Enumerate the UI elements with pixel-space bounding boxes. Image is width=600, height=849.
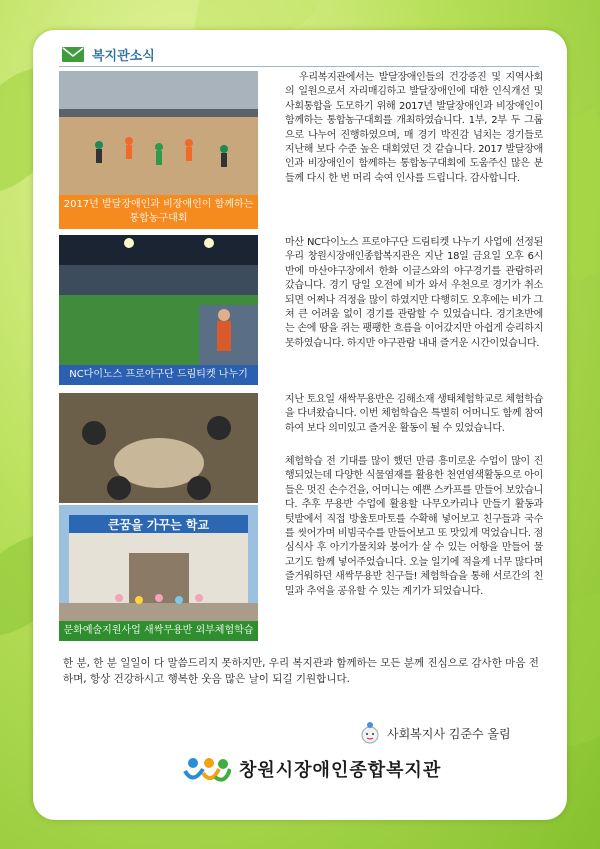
article-basketball <box>285 71 543 186</box>
article-text: 마산 NC다이노스 프로야구단 드림티켓 나누기 사업에 선정된 우리 창원시장애인종합복지관은 지난 18일 금요일 오후 6시반에 마산야구장에서 한화 이글스와의 야구경기를 관람하러 갔습니다. 경기 당일 오전에 비가 와서 우천으로 경기가 취소되면 어쩌나 걱정을 많이 하였지만 다행히도 오후에는 비가 그쳐 큰 어려움 없이 경기를 관람할 수 있었습니다. 경기초반에는 손에 땀을 쥐는 팽팽한 흐름을 이어갔지만 아쉽게 승리하지 못하였습니다. 하지만 야구관람 내내 즐거운 시간이었습니다. <box>285 237 543 349</box>
article-text: 우리복지관에서는 발달장애인들의 건강증진 및 지역사회의 일원으로서 자리매김하고 발달장애인에 대한 인식개선 및 사회통합을 도모하기 위해 2017년 발달장애인과 비장애인이 함께하는 통합농구대회를 개최하였습니다. 1부, 2부 두 그룹으로 나누어 진행하였으며, 매 경기 박진감 넘치는 경기들로 지난해 보다 수준 높은 대회였던 것 같습니다. 2017 발달장애인과 비장애인이 함께하는 통합농구대회에 도움주신 많은 분들께 다시 한 번 머리 숙여 인사를 드립니다. 감사합니다. <box>285 72 543 184</box>
section-title: 복지관소식 <box>92 48 155 64</box>
mail-icon <box>62 47 84 62</box>
article-text: 체험학습 전 기대를 많이 했던 만큼 흥미로운 수업이 많이 진행되었는데 다양한 식물염재를 활용한 천연염색활동으로 아이들은 멋진 손수건을, 어머니는 예쁜 스카프를 만들어 보았습니다. 추후 무용반 수업에 활용할 나무오카리나 만들기 활동과 텃밭에서 직접 방울토마토를 수확해 넣어보고 친구들과 국수를 씻어가며 비빔국수를 만들어보고 또 맛있게 먹었습니다. 점심식사 후 아기가물치와 붕어가 살 수 있는 어항을 만들어 물고기도 함께 넣어주었습니다. 오늘 일기에 적을게 너무 많다며 즐거워하던 새싹무용반 친구들! 체험학습을 통해 서로간의 친밀과 추억을 공유할 수 있는 계기가 되었습니다. <box>285 456 543 597</box>
photo-basketball <box>59 71 258 229</box>
photo-caption: 문화예술지원사업 새싹무용반 외부체험학습 <box>59 621 258 641</box>
photo-caption: NC다이노스 프로야구단 드림티켓 나누기 <box>59 365 258 385</box>
article-dance-intro <box>285 393 543 436</box>
newsletter-card <box>33 30 567 820</box>
photo-caption: 2017년 발달장애인과 비장애인이 함께하는 통합농구대회 <box>59 195 258 229</box>
footer <box>183 755 441 783</box>
dance-class-scene <box>59 393 258 641</box>
mascot-icon <box>359 722 381 744</box>
signer-name: 사회복지사 김준수 올림 <box>387 726 511 741</box>
signature <box>359 722 511 744</box>
org-logo-icon <box>183 755 231 783</box>
header-divider <box>59 66 539 67</box>
baseball-scene <box>59 235 258 385</box>
article-baseball <box>285 236 543 351</box>
school-sign: 큰꿈을 가꾸는 학교 <box>107 518 210 532</box>
section-header <box>62 43 155 65</box>
org-name: 창원시장애인종합복지관 <box>239 760 442 781</box>
article-dance-body <box>285 455 543 599</box>
closing-message: 한 분, 한 분 일일이 다 말씀드리지 못하지만, 우리 복지관과 함께하는 모든 분께 진심으로 감사한 마음 전하며, 항상 건강하시고 행복한 웃음 많은 날이 되길 기원합니다. <box>63 657 539 685</box>
photo-dance-class <box>59 393 258 641</box>
photo-baseball <box>59 235 258 385</box>
article-text: 지난 토요일 새싹무용반은 김해소재 생태체험학교로 체험학습을 다녀왔습니다. 이번 체험학습은 특별히 어머니도 함께 참여하여 보다 의미있고 즐거운 활동이 될 수 있었습니다. <box>285 394 543 434</box>
